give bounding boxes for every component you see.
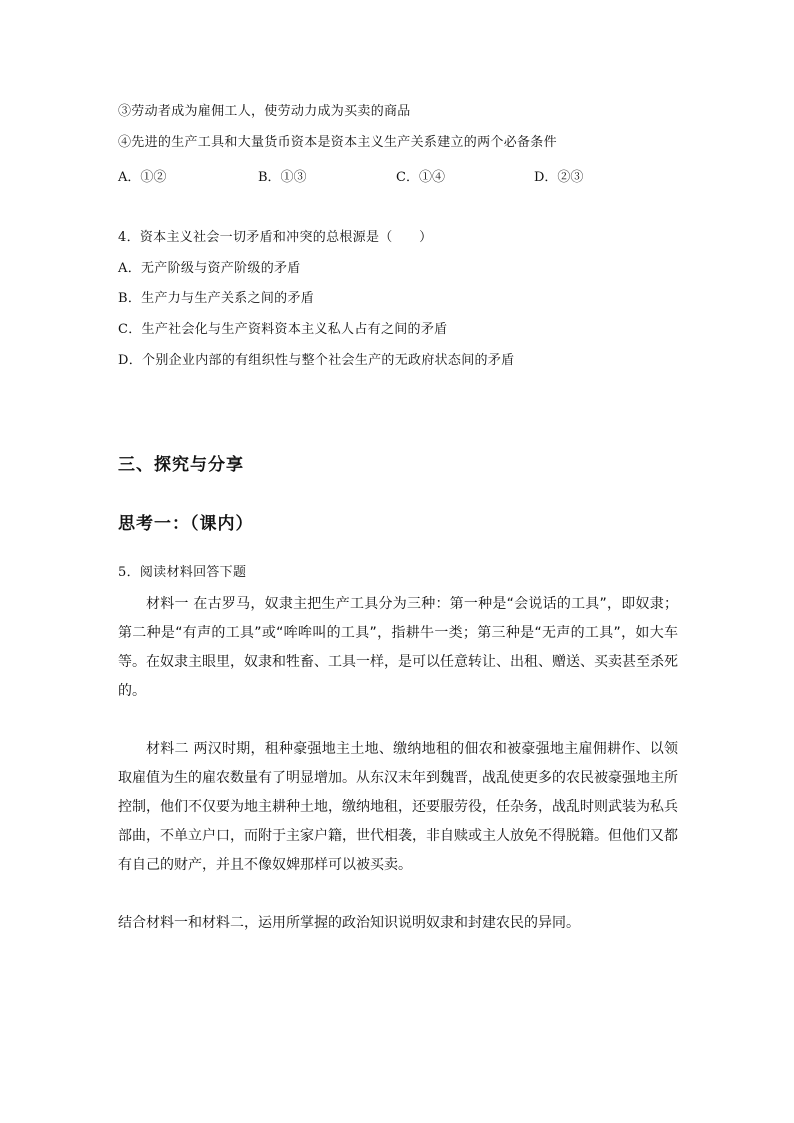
q4-option-b: B．生产力与生产关系之间的矛盾 [118,291,315,306]
q3-option-b: B．①③ [258,170,307,185]
material-1: 材料一 在古罗马，奴隶主把生产工具分为三种：第一种是“会说话的工具”，即奴隶；第二种是“有声的工具”或“哞哞叫的工具”，指耕牛一类；第三种是“无声的工具”，如大车等。在奴隶主眼里，奴隶和牲畜、工具一样，是可以任意转让、出租、赠送、买卖甚至杀死的。 [118,596,678,699]
material-2: 材料二 两汉时期，租种豪强地主土地、缴纳地租的佃农和被豪强地主雇佣耕作、以领取雇值为生的雇农数量有了明显增加。从东汉末年到魏晋，战乱使更多的农民被豪强地主所控制，他们不仅要为地主耕种土地，缴纳地租，还要服劳役，任杂务，战乱时则武装为私兵部曲，不单立户口，而附于主家户籍，世代相袭，非自赎或主人放免不得脱籍。但他们又都有自己的财产，并且不像奴婢那样可以被买卖。 [118,741,678,873]
q4-stem: 4．资本主义社会一切矛盾和冲突的总根源是（ ） [118,230,433,245]
q4-option-a: A．无产阶级与资产阶级的矛盾 [118,261,301,276]
q3-option-a: A．①② [118,170,167,185]
q5-stem: 5．阅读材料回答下题 [118,565,247,580]
q3-statement-3: ③劳动者成为雇佣工人，使劳动力成为买卖的商品 [118,104,411,119]
q3-option-c: C．①④ [396,170,445,185]
q4-option-c: C．生产社会化与生产资料资本主义私人占有之间的矛盾 [118,322,448,337]
q3-statement-4: ④先进的生产工具和大量货币资本是资本主义生产关系建立的两个必备条件 [118,135,557,150]
q3-option-d: D．②③ [534,170,584,185]
q4-option-d: D．个别企业内部的有组织性与整个社会生产的无政府状态间的矛盾 [118,353,515,368]
q3-options [118,166,678,184]
section-title: 三、探究与分享 [118,455,244,475]
section-subtitle: 思考一：（课内） [118,514,254,534]
q5-question: 结合材料一和材料二，运用所掌握的政治知识说明奴隶和封建农民的异同。 [118,915,580,931]
